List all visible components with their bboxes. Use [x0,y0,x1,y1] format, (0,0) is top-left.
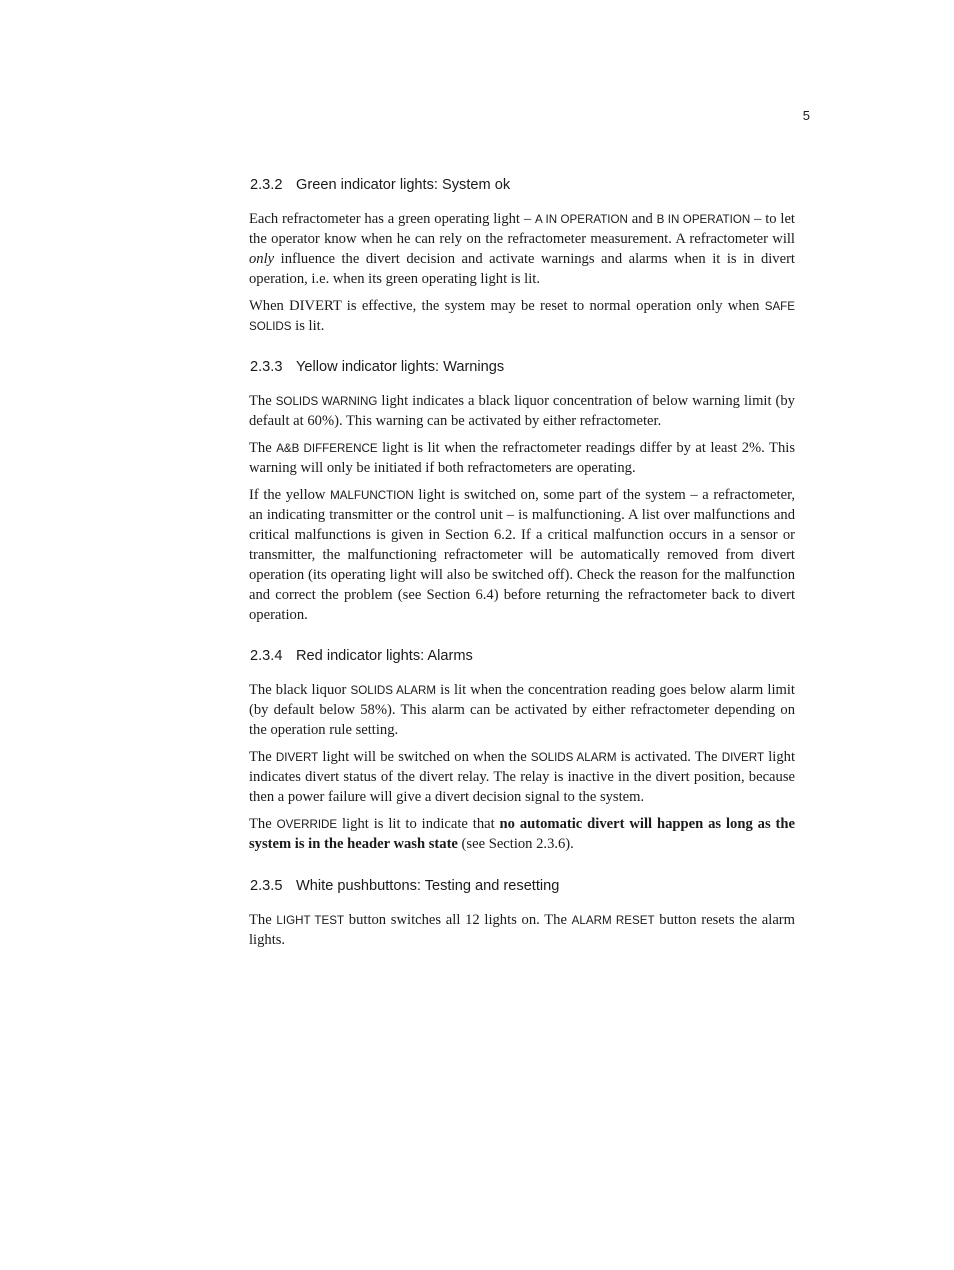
paragraph [249,486,795,625]
paragraph [249,911,795,951]
small-caps-term: SOLIDS ALARM [530,751,617,765]
section-2-3-2 [249,174,795,336]
small-caps-term: ALARM RESET [571,913,655,927]
small-caps-term: SAFE SOLIDS [249,299,795,333]
text-run: Each refractometer has a green operating light – [249,211,535,227]
small-caps-term: A&B DIFFERENCE [276,442,378,456]
small-caps-term: SOLIDS WARNING [275,395,378,409]
text-run: is activated. The [616,749,722,766]
text-run: and [627,211,657,227]
text-run: light is lit when the refractometer readings differ by at least 2%. This warning will only be initiated if both refractometers are operating. [249,440,795,477]
paragraph [249,210,795,290]
small-caps-term: B IN OPERATION [656,213,751,226]
bold-text: no automatic divert will happen as long as the system is in the header wash state [249,815,795,852]
text-run: light is lit to indicate that [337,815,500,832]
paragraph [249,392,795,432]
section-title: Green indicator lights: System ok [296,177,511,193]
section-2-3-4 [249,645,795,854]
section-heading [250,645,795,667]
text-run: The [249,911,277,928]
section-2-3-3 [249,356,795,625]
small-caps-term: A IN OPERATION [534,213,628,226]
section-title: Red indicator lights: Alarms [296,648,473,665]
text-run: – to let the operator know when he can rely on the refractometer measurement. A refractometer will [249,211,795,247]
document-body [249,174,795,970]
text-run: light is switched on, some part of the system – a refractometer, an indicating transmitter or the control unit – is malfunctioning. A list over malfunctions and critical malfunctions is given in Section 6.2. If a critical malfunction occurs in a sensor or transmitter, the malfunctioning refractometer will be automatically removed from divert operation (its operating light will also be switched off). Check the reason for the malfunction and correct the problem (see Section 6.4) before returning the refractometer back to divert operation. [249,487,795,623]
text-run: light indicates divert status of the divert relay. The relay is inactive in the divert position, because then a power failure will give a divert decision signal to the system. [249,749,795,805]
text-run: light will be switched on when the [318,749,531,766]
text-run: is lit. [291,317,325,334]
section-number: 2.3.5 [250,877,283,894]
text-run: The [249,440,277,457]
small-caps-term: LIGHT TEST [276,913,345,927]
small-caps-term: DIVERT [275,751,319,765]
section-title: Yellow indicator lights: Warnings [296,359,505,376]
text-run: If the yellow [249,487,331,504]
text-run: The black liquor [249,682,351,699]
paragraph [249,815,795,855]
text-run: The [249,749,276,766]
page-number: 5 [802,108,810,123]
text-run: light indicates a black liquor concentration of below warning limit (by default at 60%). This warning can be activated by either refractometer. [249,393,795,430]
text-run: The [249,815,277,832]
section-heading [250,356,795,378]
section-heading [250,875,795,897]
text-run: is lit when the concentration reading goes below alarm limit (by default below 58%). This alarm can be activated by either refractometer depending on the operation rule setting. [249,682,795,739]
paragraph [249,439,795,479]
text-run: button switches all 12 lights on. The [344,911,572,928]
text-run: influence the divert decision and activate warnings and alarms when it is in divert operation, i.e. when its green operating light is lit. [249,250,795,287]
text-run: When DIVERT is effective, the system may be reset to normal operation only when [249,297,765,314]
text-run: (see Section 2.3.6). [457,835,574,852]
small-caps-term: SOLIDS ALARM [350,684,437,698]
paragraph [249,681,795,741]
section-heading [250,174,795,196]
emphasis: only [249,250,275,267]
text-run: button resets the alarm lights. [249,911,796,948]
section-number: 2.3.3 [250,359,283,376]
small-caps-term: MALFUNCTION [330,489,414,503]
paragraph [249,748,795,808]
section-number: 2.3.4 [250,648,283,665]
text-run: The [249,393,276,410]
section-title: White pushbuttons: Testing and resetting [296,877,560,894]
small-caps-term: OVERRIDE [276,817,338,831]
section-2-3-5 [249,875,795,951]
section-number: 2.3.2 [250,177,283,193]
paragraph [249,297,795,337]
small-caps-term: DIVERT [721,751,765,765]
